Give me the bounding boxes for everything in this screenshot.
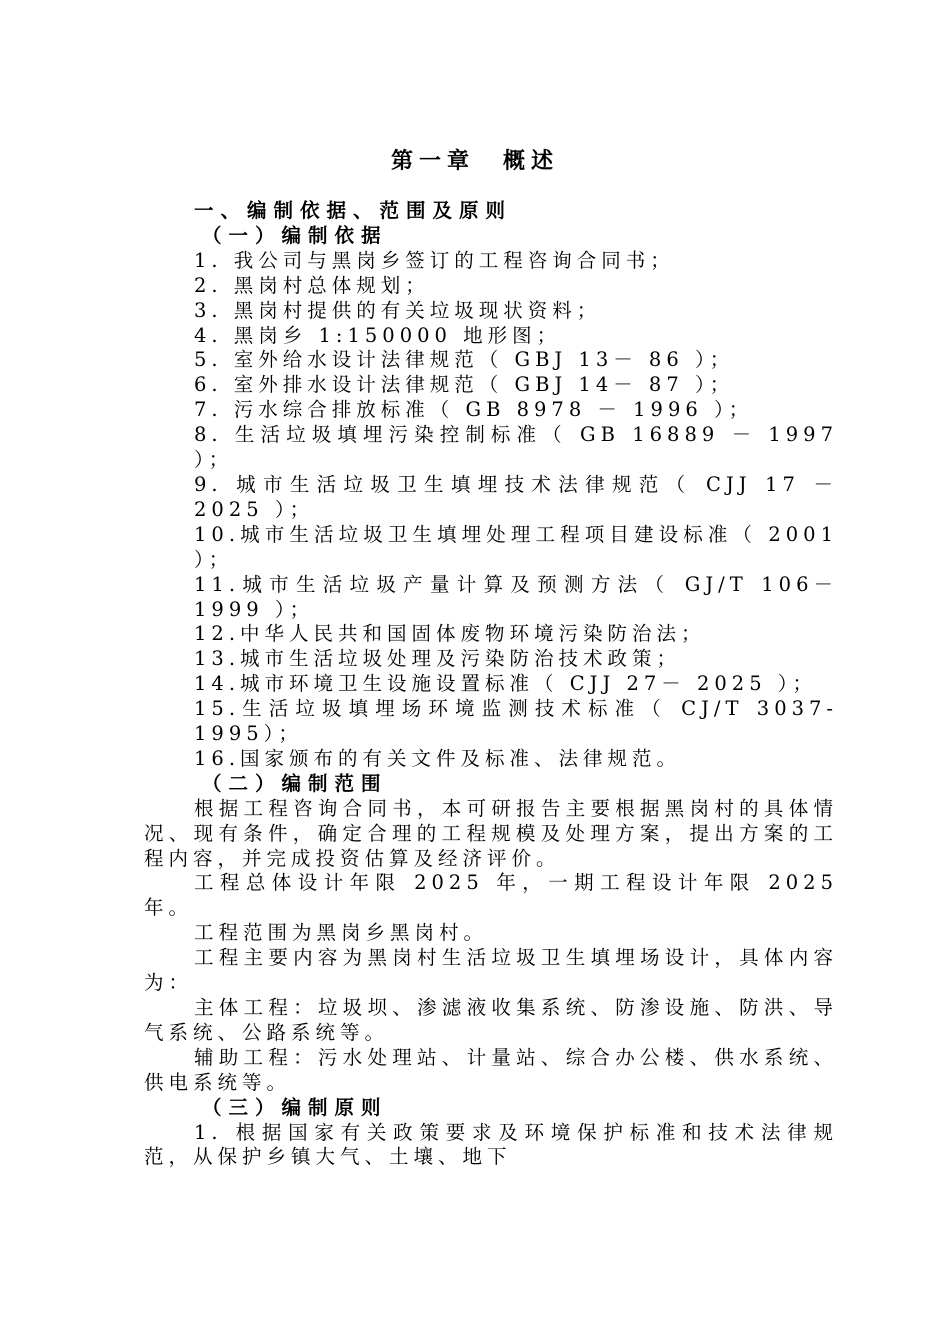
basis-item: 8. 生活垃圾填埋污染控制标准（ GB 16889 － 1997 ）； xyxy=(194,423,838,472)
basis-item: 11.城市生活垃圾产量计算及预测方法（ GJ/T 106－ 1999 ）； xyxy=(194,572,838,621)
basis-item: 1. 我公司与黑岗乡签订的工程咨询合同书； xyxy=(194,248,675,272)
scope-paragraph: 辅助工程：污水处理站、计量站、综合办公楼、供水系统、供电系统等。 xyxy=(144,1045,838,1094)
principles-paragraph: 1. 根据国家有关政策要求及环境保护标准和技术法律规范，从保护乡镇大气、土壤、地下 xyxy=(144,1120,838,1169)
basis-item: 2. 黑岗村总体规划； xyxy=(194,273,430,297)
document-body xyxy=(144,199,838,1170)
scope-paragraph: 主体工程：垃圾坝、渗滤液收集系统、防渗设施、防洪、导气系统、公路系统等。 xyxy=(144,996,838,1044)
subsection-title-basis: （一）编制依据 xyxy=(202,223,388,247)
basis-item: 5. 室外给水设计法律规范（ GBJ 13－ 86 ）； xyxy=(194,348,735,372)
scope-paragraph: 工程主要内容为黑岗村生活垃圾卫生填埋场设计，具体内容为： xyxy=(144,946,838,995)
basis-item: 7. 污水综合排放标准（ GB 8978 － 1996 ）； xyxy=(194,398,754,422)
basis-item: 14.城市环境卫生设施设置标准（ CJJ 27－ 2025 ）； xyxy=(194,672,818,696)
subsection-title-principles: （三）编制原则 xyxy=(202,1095,388,1119)
scope-paragraph: 工程范围为黑岗乡黑岗村。 xyxy=(194,921,489,945)
scope-paragraph: 根据工程咨询合同书，本可研报告主要根据黑岗村的具体情况、现有条件，确定合理的工程规模及处理方案，提出方案的工程内容，并完成投资估算及经济评价。 xyxy=(144,796,838,870)
basis-item: 3. 黑岗村提供的有关垃圾现状资料； xyxy=(194,298,602,322)
basis-item: 9. 城市生活垃圾卫生填埋技术法律规范（ CJJ 17 － 2025 ）； xyxy=(194,472,838,521)
basis-item: 6. 室外排水设计法律规范（ GBJ 14－ 87 ）； xyxy=(194,373,735,397)
basis-item: 10.城市生活垃圾卫生填埋处理工程项目建设标准（ 2001 ）； xyxy=(194,522,838,571)
subsection-title-scope: （二）编制范围 xyxy=(202,771,388,795)
basis-item: 15.生活垃圾填埋场环境监测技术标准（ CJ/T 3037-1995）； xyxy=(194,697,838,746)
basis-item: 16.国家颁布的有关文件及标准、法律规范。 xyxy=(194,746,682,770)
section-title: 一、编制依据、范围及原则 xyxy=(194,199,513,222)
chapter-title: 第一章 概述 xyxy=(390,148,559,174)
basis-item: 4. 黑岗乡 1:150000 地形图； xyxy=(194,323,562,347)
basis-item: 12.中华人民共和国固体废物环境污染防治法； xyxy=(194,622,706,646)
scope-paragraph: 工程总体设计年限 2025 年，一期工程设计年限 2025 年。 xyxy=(144,871,838,920)
basis-item: 13.城市生活垃圾处理及污染防治技术政策； xyxy=(194,647,682,671)
